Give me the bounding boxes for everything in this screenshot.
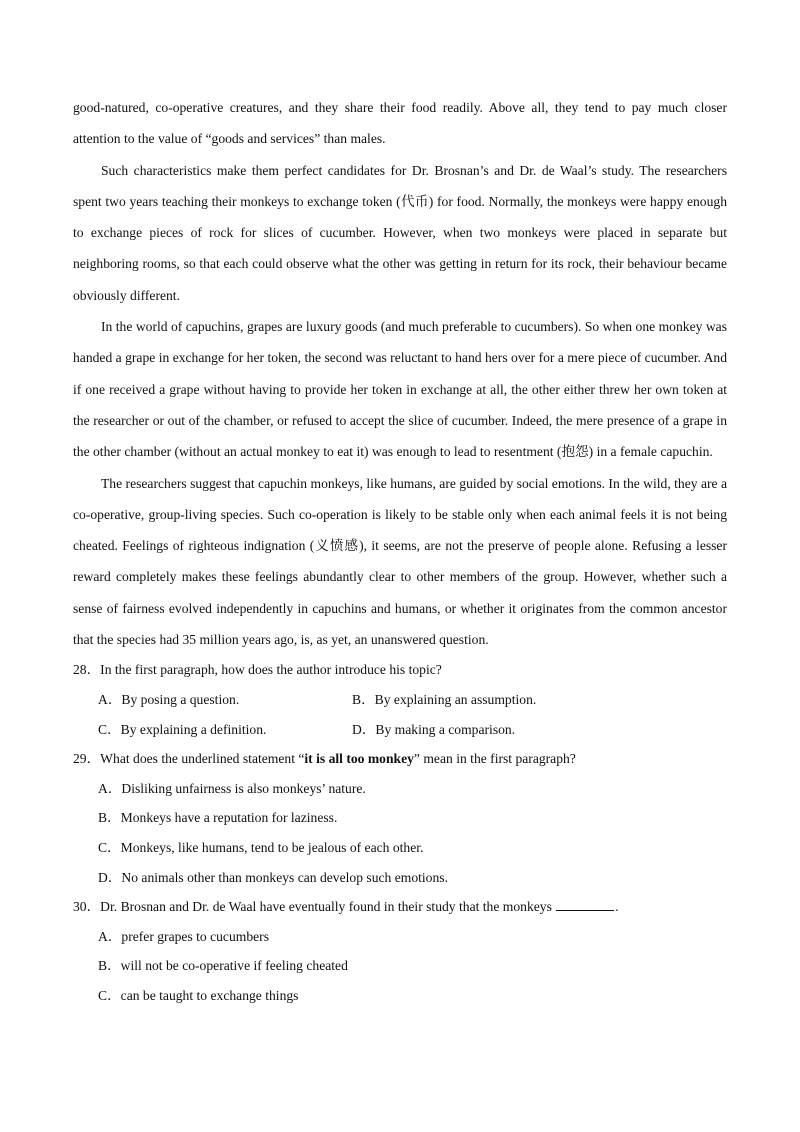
question-28-option-d: D．By making a comparison. <box>352 721 516 737</box>
question-29-stem <box>73 744 727 774</box>
question-29-option-b: B．Monkeys have a reputation for laziness. <box>98 810 338 826</box>
document-page <box>73 92 727 1010</box>
question-30 <box>73 892 727 1010</box>
question-29-stem-before: 29．What does the underlined statement “ <box>73 751 305 767</box>
question-30-option-b: B．will not be co-operative if feeling cheated <box>98 958 348 974</box>
question-29-option-c: C．Monkeys, like humans, tend to be jealous of each other. <box>98 839 424 855</box>
question-30-stem-after: . <box>615 899 619 915</box>
question-29-option-a: A．Disliking unfairness is also monkeys’ nature. <box>98 780 366 796</box>
question-28-option-c: C．By explaining a definition. <box>98 721 267 737</box>
question-28 <box>73 655 727 744</box>
question-28-stem: 28．In the first paragraph, how does the author introduce his topic? <box>73 662 442 678</box>
passage-paragraph-1: good-natured, co-operative creatures, and they share their food readily. Above all, they tend to pay much closer attention to the value of “goods and services” than males. <box>73 100 727 147</box>
question-30-stem <box>73 892 727 922</box>
question-30-option-c: C．can be taught to exchange things <box>98 987 299 1003</box>
passage-paragraph-2: Such characteristics make them perfect candidates for Dr. Brosnan’s and Dr. de Waal’s study. The researchers spent two years teaching their monkeys to exchange token (代币) for food. Normally, the monkeys were happy enough to exchange pieces of rock for slices of cucumber. However, when two monkeys were placed in separate but neighboring rooms, so that each could observe what the other was getting in return for its rock, their behaviour became obviously different. <box>73 162 727 303</box>
question-29-stem-after: ” mean in the first paragraph? <box>413 751 576 767</box>
question-29-option-d: D．No animals other than monkeys can develop such emotions. <box>98 869 448 885</box>
question-30-option-a: A．prefer grapes to cucumbers <box>98 928 269 944</box>
answer-blank <box>556 896 614 911</box>
passage-paragraph-3: In the world of capuchins, grapes are luxury goods (and much preferable to cucumbers). So when one monkey was handed a grape in exchange for her token, the second was reluctant to hand hers over for a mere piece of cucumber. And if one received a grape without having to provide her token in exchange at all, the other either threw her own token at the researcher or out of the chamber, or refused to accept the slice of cucumber. Indeed, the mere presence of a grape in the other chamber (without an actual monkey to eat it) was enough to lead to resentment (抱怨) in a female capuchin. <box>73 319 727 460</box>
passage-paragraph-4: The researchers suggest that capuchin monkeys, like humans, are guided by social emotions. In the wild, they are a co-operative, group-living species. Such co-operation is likely to be stable only when each animal feels it is not being cheated. Feelings of righteous indignation (义愤感), it seems, are not the preserve of people alone. Refusing a lesser reward completely makes these feelings abundantly clear to other members of the group. However, whether such a sense of fairness evolved independently in capuchins and humans, or whether it originates from the common ancestor that the species had 35 million years ago, is, as yet, an unanswered question. <box>73 475 727 648</box>
question-29 <box>73 744 727 892</box>
question-29-options <box>73 774 727 892</box>
underlined-statement: it is all too monkey <box>304 751 414 767</box>
question-30-options <box>73 922 727 1011</box>
question-28-option-a: A．By posing a question. <box>98 691 240 707</box>
question-30-stem-before: 30．Dr. Brosnan and Dr. de Waal have eventually found in their study that the monkeys <box>73 899 556 915</box>
question-28-options <box>73 685 727 744</box>
question-28-option-b: B．By explaining an assumption. <box>352 691 537 707</box>
